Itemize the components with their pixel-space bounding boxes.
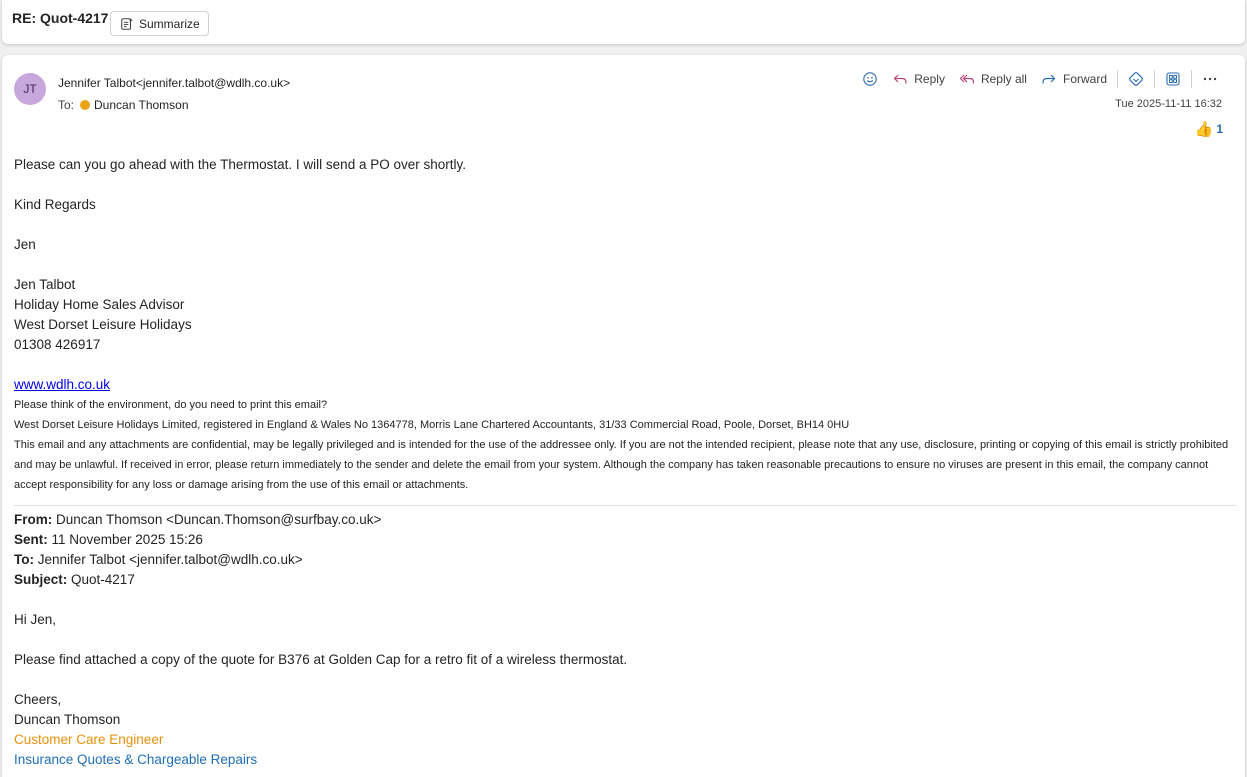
message-body [14, 155, 1236, 770]
quoted-sender-dept: Insurance Quotes & Chargeable Repairs [14, 752, 258, 767]
signature-phone: 01308 426917 [14, 337, 101, 352]
quoted-from-label: From: [14, 512, 53, 527]
apps-icon [1165, 71, 1181, 87]
smiley-icon [862, 71, 878, 87]
reaction-count: 1 [1216, 122, 1223, 136]
quoted-from [14, 510, 1236, 530]
quoted-to-label: To: [14, 552, 34, 567]
quoted-sender-name: Duncan Thomson [14, 712, 121, 727]
body-text: Please can you go ahead with the Thermostat. I will send a PO over shortly. [14, 157, 466, 172]
reply-label: Reply [914, 72, 945, 86]
reaction-badge[interactable] [1195, 120, 1223, 138]
message-card [2, 55, 1245, 777]
recipient-line [58, 98, 189, 112]
reply-all-button[interactable] [952, 68, 1034, 90]
quoted-subject-value: Quot-4217 [71, 572, 135, 587]
more-options-button[interactable] [1195, 68, 1225, 90]
forward-label: Forward [1062, 72, 1107, 86]
sent-timestamp: Tue 2025-11-11 16:32 [1115, 98, 1222, 110]
react-button[interactable] [855, 68, 885, 90]
sender[interactable]: Jennifer Talbot<jennifer.talbot@wdlh.co.uk> [58, 76, 291, 90]
quoted-cheers: Cheers, [14, 692, 62, 707]
reply-button[interactable] [885, 68, 952, 90]
loop-icon [1128, 71, 1144, 87]
reply-all-label: Reply all [980, 72, 1027, 86]
signature-role: Holiday Home Sales Advisor [14, 297, 185, 312]
quoted-sent-label: Sent: [14, 532, 48, 547]
quoted-from-value: Duncan Thomson <Duncan.Thomson@surfbay.co.uk> [56, 512, 382, 527]
subject-bar [2, 0, 1245, 44]
more-icon [1202, 71, 1218, 87]
forward-button[interactable] [1034, 68, 1114, 90]
quoted-sender-role: Customer Care Engineer [14, 732, 164, 747]
website-link[interactable]: www.wdlh.co.uk [14, 377, 111, 392]
summarize-button[interactable] [110, 11, 209, 36]
summarize-icon [120, 17, 134, 31]
presence-away-icon [80, 100, 90, 110]
quoted-to-value: Jennifer Talbot <jennifer.talbot@wdlh.co.uk> [37, 552, 303, 567]
body-text: Jen [14, 237, 36, 252]
action-separator [1117, 70, 1118, 88]
quoted-sent [14, 530, 1236, 550]
action-separator [1191, 70, 1192, 88]
action-separator [1154, 70, 1155, 88]
environment-note: Please think of the environment, do you need to print this email? [14, 399, 328, 411]
reply-icon [892, 71, 908, 87]
to-label: To: [58, 98, 75, 112]
summarize-label: Summarize [139, 16, 200, 31]
quoted-to [14, 550, 1236, 570]
signature-name: Jen Talbot [14, 277, 76, 292]
quoted-sent-value: 11 November 2025 15:26 [51, 532, 203, 547]
email-subject: RE: Quot-4217 [12, 10, 109, 26]
legal-disclaimer: This email and any attachments are confidential, may be legally privileged and is intended for the use of the addressee only. If you are not the intended recipient, please note that any use, disclosure, printing or copying of this email is strictly prohibited and may be unlawful. If received in error, please return immediately to the sender and delete the email from your system. Although the company has taken reasonable precautions to ensure no viruses are present in this email, the company cannot accept responsibility for any loss or damage arising from the use of this email or attachments. [14, 439, 1229, 491]
reply-all-icon [959, 71, 975, 87]
quoted-subject [14, 570, 1236, 590]
avatar[interactable]: JT [14, 73, 46, 105]
quoted-greeting: Hi Jen, [14, 612, 57, 627]
signature-company: West Dorset Leisure Holidays [14, 317, 192, 332]
quoted-content: Please find attached a copy of the quote for B376 at Golden Cap for a retro fit of a wireless thermostat. [14, 652, 628, 667]
quoted-subject-label: Subject: [14, 572, 68, 587]
company-registration: West Dorset Leisure Holidays Limited, registered in England & Wales No 1364778, Morris Lane Chartered Accountants, 31/33 Commercial Road, Poole, Dorset, BH14 0HU [14, 419, 850, 431]
apps-button[interactable] [1158, 68, 1188, 90]
body-text: Kind Regards [14, 197, 96, 212]
message-actions [855, 68, 1225, 90]
recipient-name[interactable]: Duncan Thomson [94, 98, 189, 112]
forward-icon [1041, 71, 1057, 87]
thumbs-up-icon: 👍 [1194, 121, 1214, 138]
quote-divider [14, 505, 1236, 506]
loop-button[interactable] [1121, 68, 1151, 90]
